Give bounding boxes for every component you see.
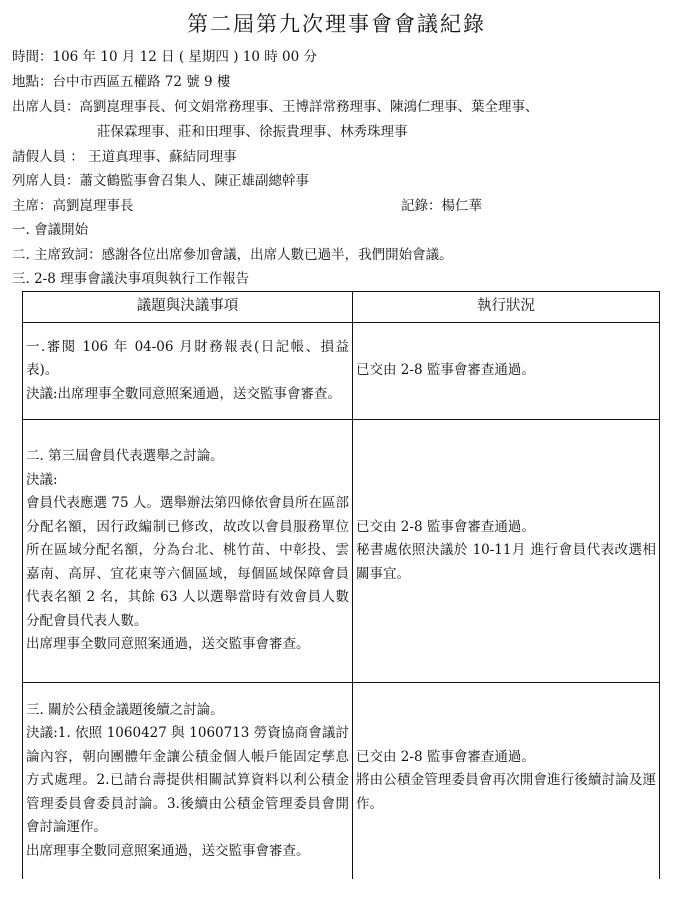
status-cell bbox=[353, 683, 660, 880]
status-cell bbox=[353, 420, 660, 683]
issue-approval: 出席理事全數同意照案通過，送交監事會審查。 bbox=[26, 636, 310, 653]
issue-title: 三. 關於公積金議題後續之討論。 bbox=[26, 701, 224, 718]
issue-approval: 出席理事全數同意照案通過，送交監事會審查。 bbox=[26, 842, 310, 859]
issue-resolution-label: 決議: bbox=[26, 471, 58, 488]
attendees-line-2: 莊保霖理事、莊和田理事、徐振貴理事、林秀珠理事 bbox=[97, 124, 408, 140]
recorder: 記錄：楊仁華 bbox=[401, 198, 482, 214]
column-header-status: 執行狀況 bbox=[353, 292, 660, 323]
issue-resolution: 決議:出席理事全數同意照案通過，送交監事會審查。 bbox=[26, 385, 342, 402]
resolutions-table bbox=[22, 291, 660, 879]
chairperson: 主席：高劉崑理事長 bbox=[12, 198, 134, 214]
issue-resolution: 決議:1. 依照 1060427 與 1060713 勞資協商會議討論內容，朝向團體年金讓公積金個人帳戶能固定孳息方式處理。2.已請台壽提供相關試算資料以利公積金管理委員會委員討論。3.後續由公積金管理委員會開會討論運作。 bbox=[26, 725, 349, 836]
leave-members: 請假人員 ： 王道真理事、蘇結同理事 bbox=[12, 149, 237, 165]
table-row bbox=[23, 420, 660, 683]
table-header-row bbox=[23, 292, 660, 323]
table-row bbox=[23, 323, 660, 420]
document-title: 第二屆第九次理事會會議紀錄 bbox=[187, 12, 486, 36]
table-row bbox=[23, 683, 660, 880]
status-text: 秘書處依照決議於 10-11月 進行會員代表改選相關事宜。 bbox=[356, 542, 656, 582]
agenda-item-1: 一. 會議開始 bbox=[12, 222, 89, 238]
agenda-item-2: 二. 主席致詞：感謝各位出席參加會議，出席人數已過半，我們開始會議。 bbox=[12, 247, 453, 263]
status-text: 已交由 2-8 監事會審查通過。 bbox=[356, 362, 535, 379]
issue-title: 一.審閱 106 年 04-06 月財務報表(日記帳、損益表)。 bbox=[26, 338, 349, 379]
status-cell bbox=[353, 323, 660, 420]
attendees-line-1: 出席人員：高劉崑理事長、何文娟常務理事、王博詳常務理事、陳鴻仁理事、葉全理事、 bbox=[12, 99, 539, 115]
issue-cell bbox=[23, 683, 353, 880]
meeting-time: 時間：106 年 10 月 12 日 ( 星期四 ) 10 時 00 分 bbox=[12, 49, 318, 65]
observers: 列席人員：蕭文鶴監事會召集人、陳正雄副總幹事 bbox=[12, 173, 309, 189]
column-header-issue: 議題與決議事項 bbox=[23, 292, 353, 323]
status-text: 將由公積金管理委員會再次開會進行後續討論及運作。 bbox=[356, 772, 656, 812]
issue-cell bbox=[23, 420, 353, 683]
agenda-item-3: 三. 2-8 理事會議決事項與執行工作報告 bbox=[12, 271, 250, 287]
issue-cell bbox=[23, 323, 353, 420]
issue-resolution: 會員代表應選 75 人。選舉辦法第四條依會員所在區部分配名額，因行政編制已修改，故改以會員服務單位所在區域分配名額，分為台北、桃竹苗、中彰投、雲嘉南、高屏、宜花東等六個區域，每個區域保障會員代表名額 2 名，其餘 63 人以選舉當時有效會員人數分配會員代表人數。 bbox=[26, 495, 349, 629]
status-text: 已交由 2-8 監事會審查通過。 bbox=[356, 748, 535, 765]
meeting-location: 地點：台中市西區五權路 72 號 9 樓 bbox=[12, 74, 231, 90]
status-text: 已交由 2-8 監事會審查通過。 bbox=[356, 518, 535, 535]
issue-title: 二. 第三屆會員代表選舉之討論。 bbox=[26, 448, 224, 465]
